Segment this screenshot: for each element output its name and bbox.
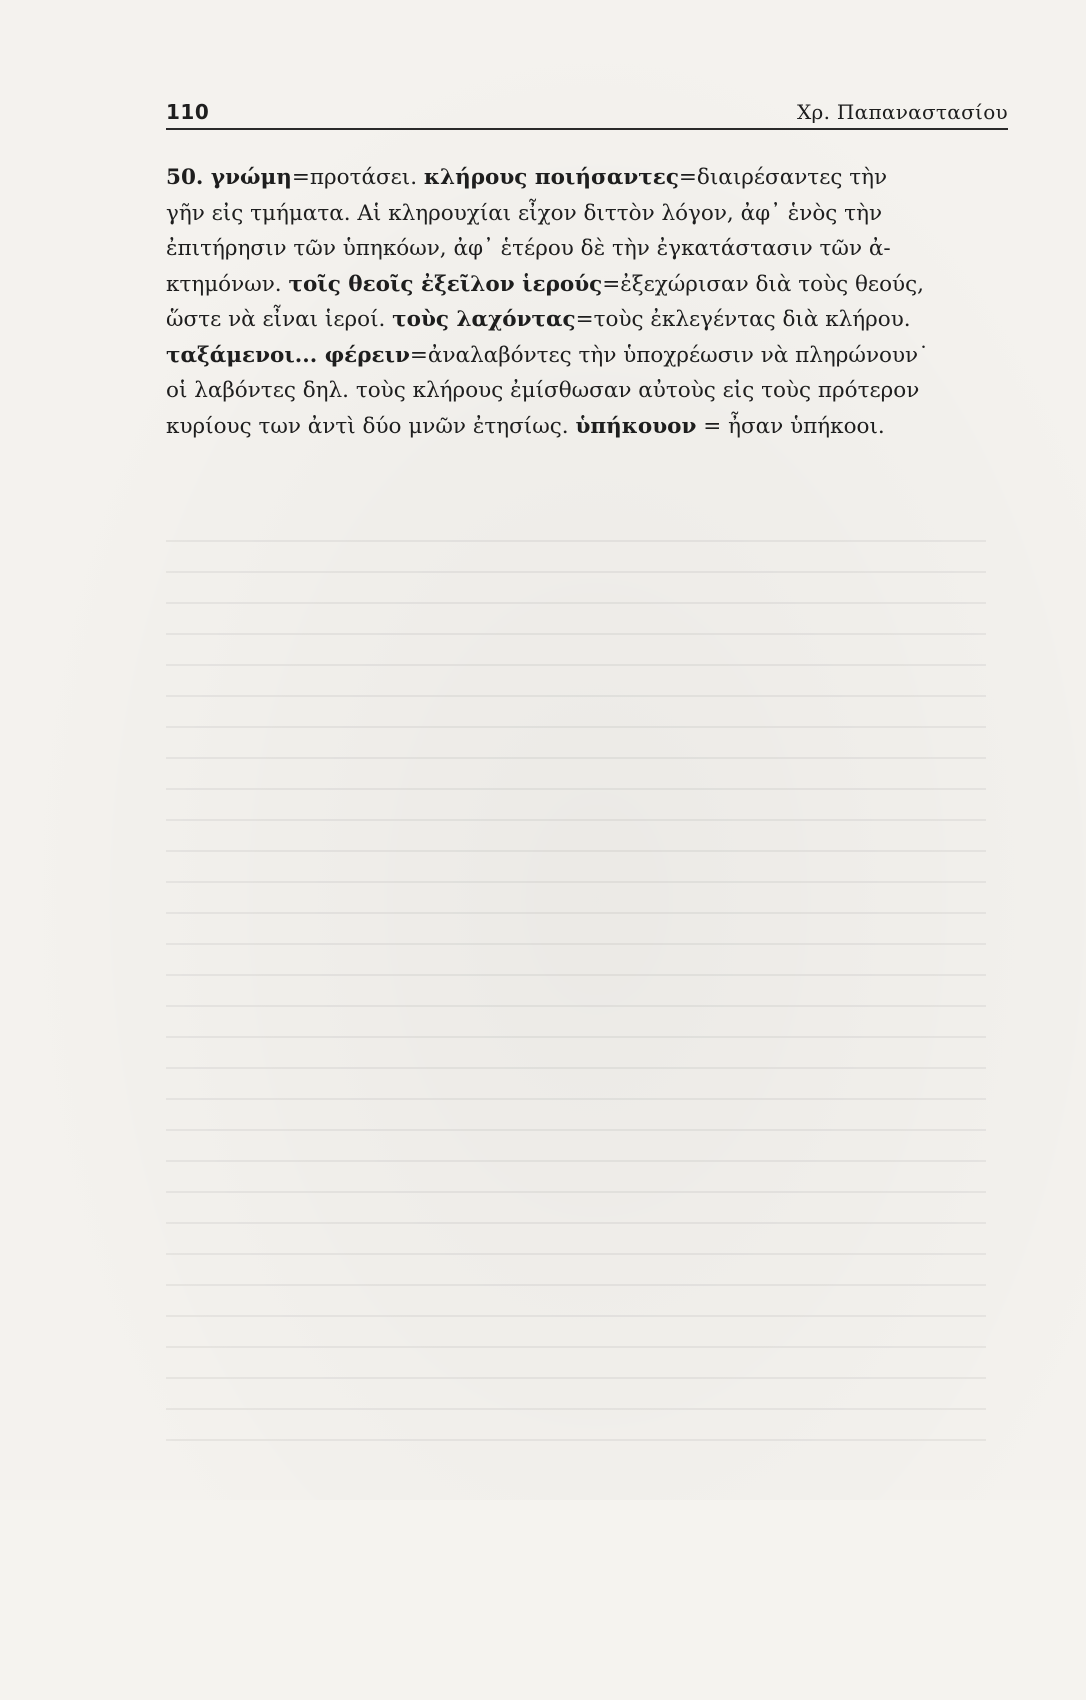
lemma: ὑπήκουον [575, 413, 697, 439]
lemma: τοῖς θεοῖς ἐξεῖλον ἱερούς [288, 271, 603, 297]
show-through-line [166, 1160, 986, 1162]
show-through-line [166, 912, 986, 914]
gloss: =ἐξεχώρισαν διὰ τοὺς θεούς, [602, 271, 924, 297]
gloss: οἱ λαβόντες δηλ. τοὺς κλήρους ἐμίσθωσαν αὐτοὺς εἰς τοὺς πρότερον [166, 378, 920, 403]
gloss: κυρίους των ἀντὶ δύο μνῶν ἐτησίως. [166, 413, 576, 439]
commentary-note-50 [166, 160, 980, 444]
show-through-line [166, 1222, 986, 1224]
lemma: 50. [166, 165, 211, 190]
gloss: ὥστε νὰ εἶναι ἱεροί. [166, 307, 393, 332]
note-line [166, 267, 980, 303]
show-through-line [166, 1284, 986, 1286]
lemma: γνώμη [210, 165, 292, 190]
show-through-line [166, 1315, 986, 1317]
running-head: Χρ. Παπαναστασίου [797, 100, 1008, 124]
show-through-texture [166, 440, 996, 1700]
show-through-line [166, 726, 986, 728]
gloss: κτημόνων. [166, 271, 289, 297]
show-through-line [166, 1408, 986, 1410]
lemma: κλήρους ποιήσαντες [423, 165, 679, 190]
lemma: ταξάμενοι... φέρειν [166, 342, 410, 368]
note-line [166, 160, 980, 196]
page-header [166, 100, 1008, 130]
show-through-line [166, 1005, 986, 1007]
show-through-line [166, 943, 986, 945]
note-line [166, 338, 980, 374]
show-through-line [166, 1377, 986, 1379]
show-through-line [166, 602, 986, 604]
show-through-line [166, 1098, 986, 1100]
gloss: =διαιρέσαντες τὴν [678, 165, 888, 190]
gloss: γῆν εἰς τμήματα. Αἱ κληρουχίαι εἶχον διττὸν λόγον, ἀφ᾽ ἑνὸς τὴν [166, 200, 883, 226]
show-through-line [166, 540, 986, 542]
show-through-line [166, 1036, 986, 1038]
show-through-line [166, 881, 986, 883]
show-through-line [166, 571, 986, 573]
note-line [166, 409, 980, 445]
show-through-line [166, 819, 986, 821]
note-line [166, 302, 980, 338]
show-through-line [166, 1439, 986, 1441]
show-through-line [166, 1346, 986, 1348]
show-through-line [166, 1253, 986, 1255]
gloss: =ἀναλαβόντες τὴν ὑποχρέωσιν νὰ πληρώνουν˙ [409, 342, 929, 368]
note-line [166, 231, 980, 267]
show-through-line [166, 1067, 986, 1069]
show-through-line [166, 757, 986, 759]
gloss: ἐπιτήρησιν τῶν ὑπηκόων, ἀφ᾽ ἑτέρου δὲ τὴν ἐγκατάστασιν τῶν ἀ- [166, 236, 891, 261]
gloss: =τοὺς ἐκλεγέντας διὰ κλήρου. [575, 307, 911, 332]
lemma: τοὺς λαχόντας [392, 307, 576, 332]
show-through-line [166, 1191, 986, 1193]
show-through-line [166, 695, 986, 697]
note-line [166, 373, 980, 409]
show-through-line [166, 974, 986, 976]
show-through-line [166, 633, 986, 635]
gloss: =προτάσει. [291, 165, 424, 190]
show-through-line [166, 664, 986, 666]
show-through-line [166, 1129, 986, 1131]
show-through-line [166, 788, 986, 790]
note-line [166, 196, 980, 232]
page-number: 110 [166, 100, 210, 124]
show-through-line [166, 850, 986, 852]
gloss: = ἦσαν ὑπήκοοι. [696, 413, 885, 439]
